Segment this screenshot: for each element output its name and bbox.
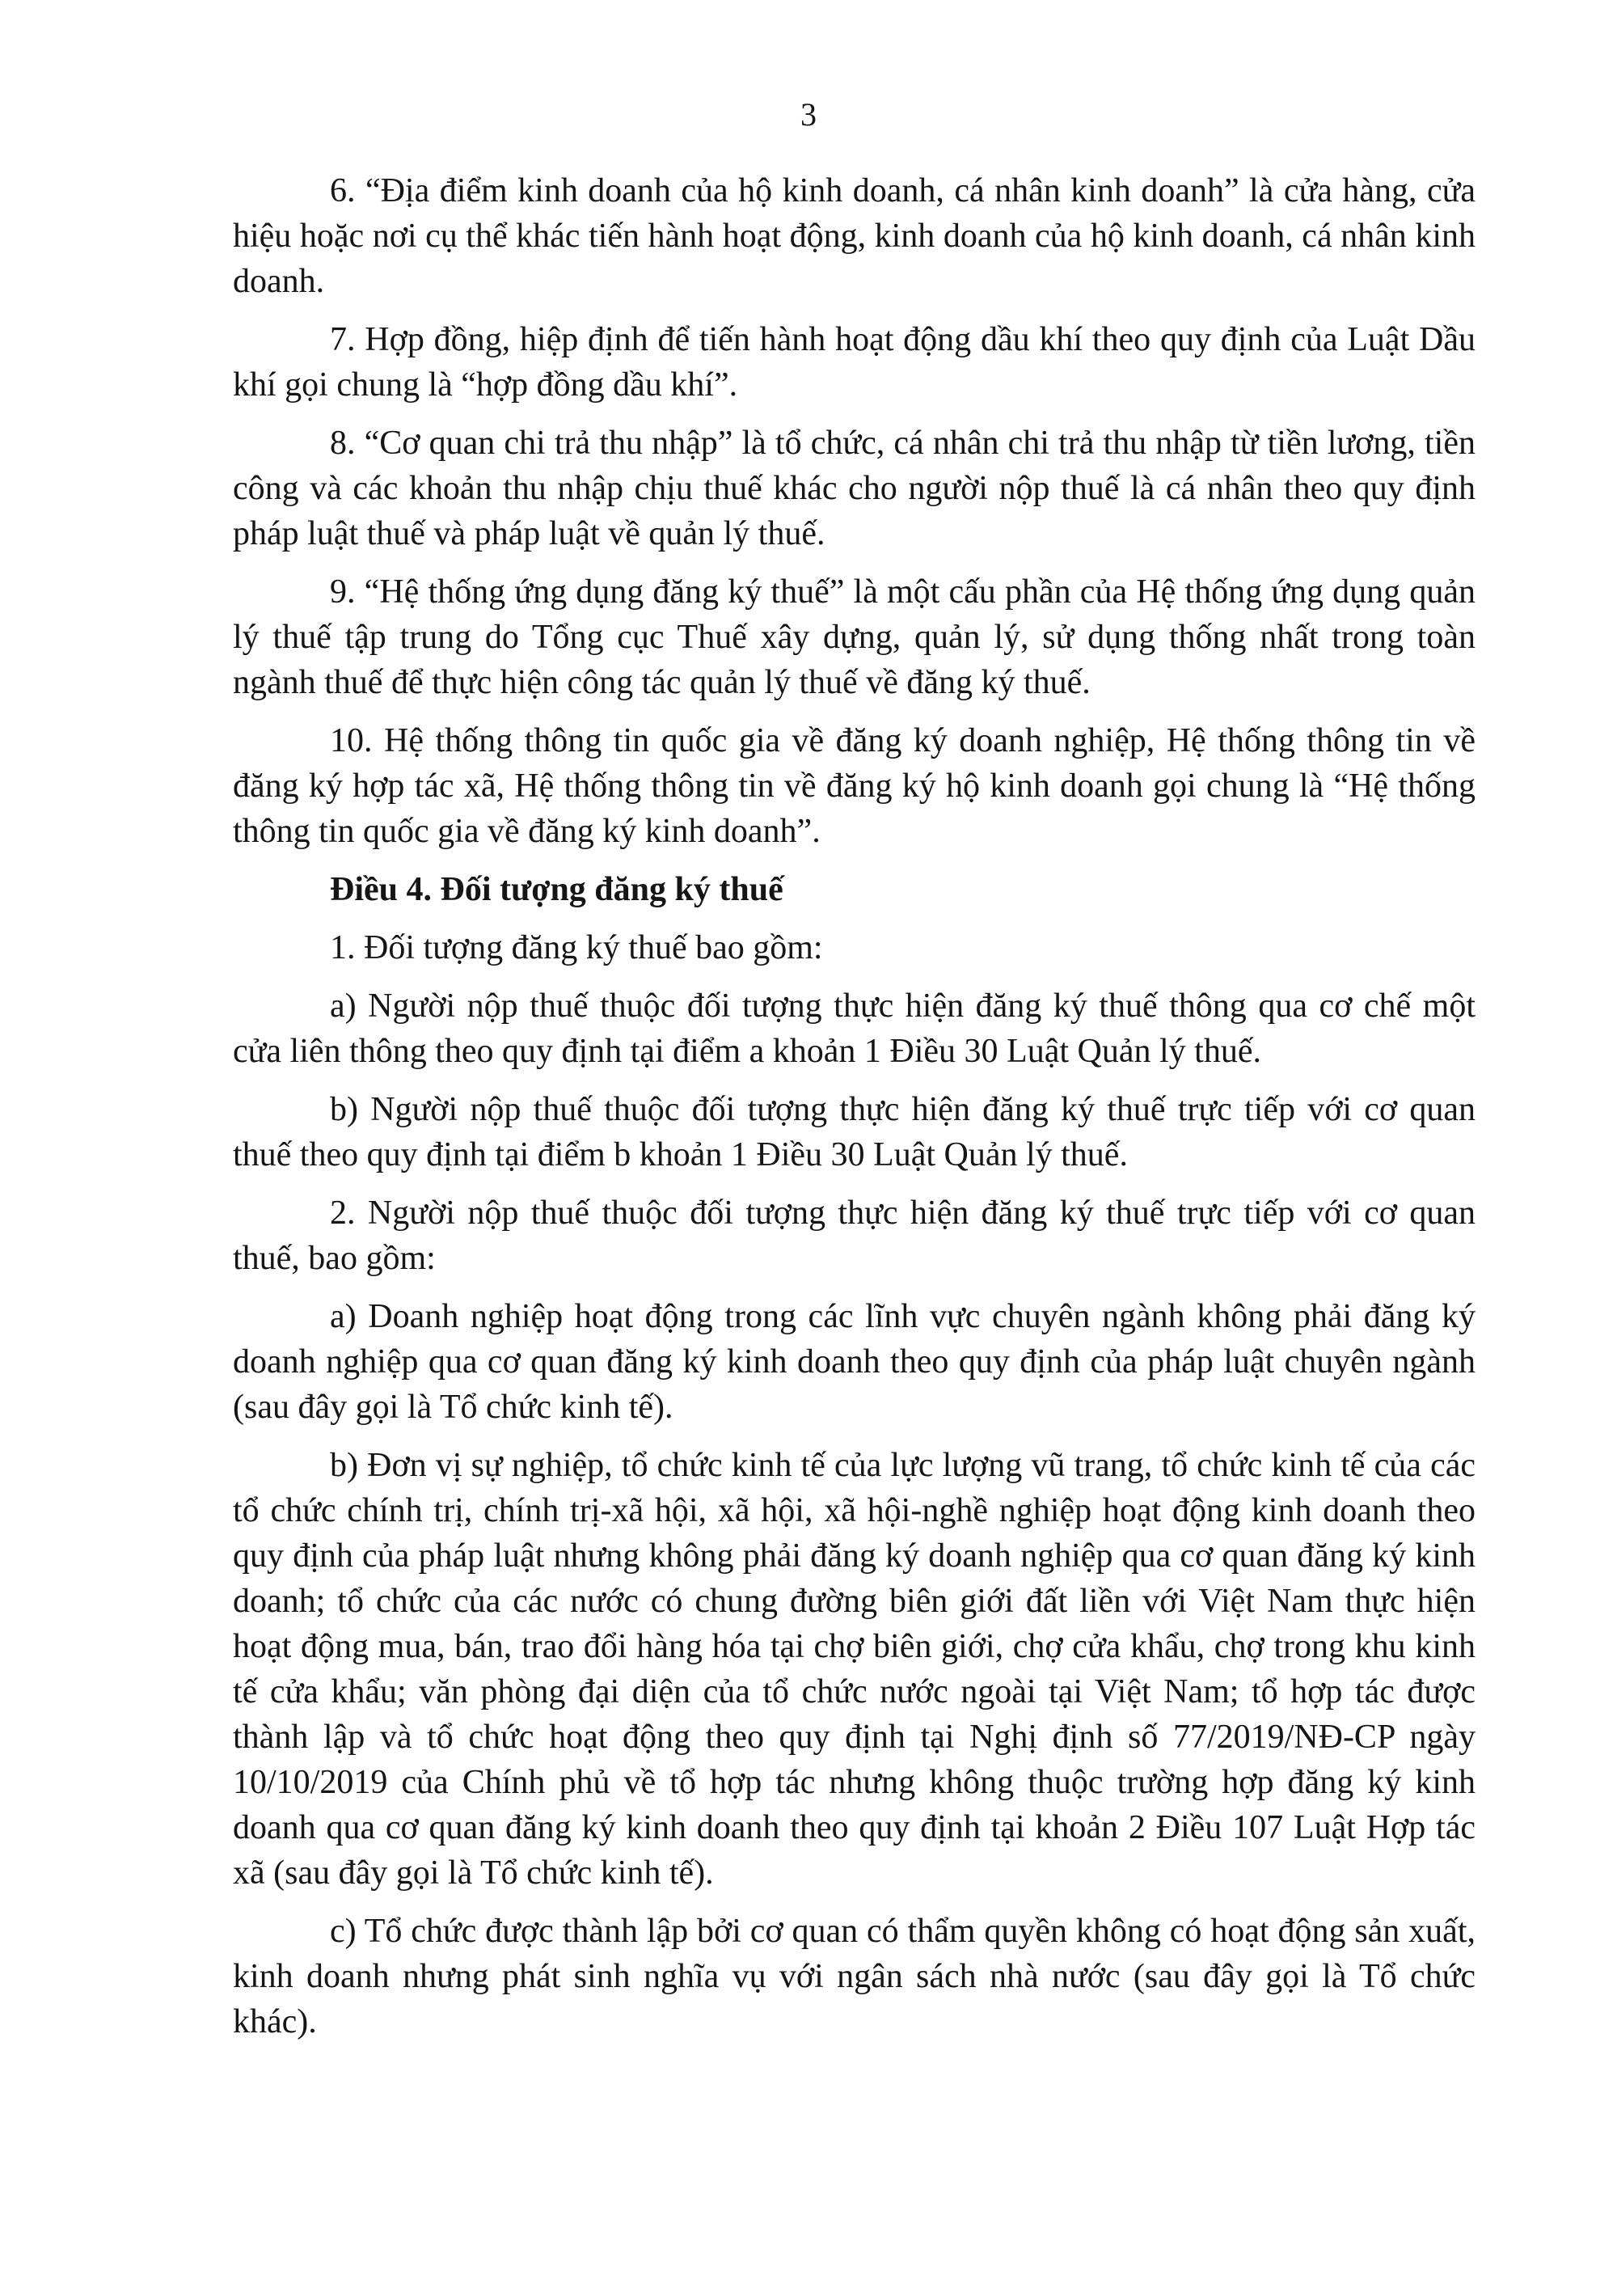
paragraph-definition-9: 9. “Hệ thống ứng dụng đăng ký thuế” là một cấu phần của Hệ thống ứng dụng quản lý thuế tập trung do Tổng cục Thuế xây dựng, quản lý, sử dụng thống nhất trong toàn ngành thuế để thực hiện công tác quản lý thuế về đăng ký thuế. bbox=[233, 573, 1476, 701]
clause-2-point-a: a) Doanh nghiệp hoạt động trong các lĩnh vực chuyên ngành không phải đăng ký doanh nghiệp qua cơ quan đăng ký kinh doanh theo quy định của pháp luật chuyên ngành (sau đây gọi là Tổ chức kinh tế). bbox=[233, 1298, 1476, 1426]
page-number: 3 bbox=[800, 96, 817, 133]
clause-1-point-a: a) Người nộp thuế thuộc đối tượng thực hiện đăng ký thuế thông qua cơ chế một cửa liên thông theo quy định tại điểm a khoản 1 Điều 30 Luật Quản lý thuế. bbox=[233, 987, 1476, 1070]
paragraph-definition-8: 8. “Cơ quan chi trả thu nhập” là tổ chức, cá nhân chi trả thu nhập từ tiền lương, tiền công và các khoản thu nhập chịu thuế khác cho người nộp thuế là cá nhân theo quy định pháp luật thuế và pháp luật về quản lý thuế. bbox=[233, 425, 1476, 552]
paragraph-definition-6: 6. “Địa điểm kinh doanh của hộ kinh doanh, cá nhân kinh doanh” là cửa hàng, cửa hiệu hoặc nơi cụ thể khác tiến hành hoạt động, kinh doanh của hộ kinh doanh, cá nhân kinh doanh. bbox=[233, 172, 1476, 300]
clause-1: 1. Đối tượng đăng ký thuế bao gồm: bbox=[330, 929, 823, 966]
clause-2: 2. Người nộp thuế thuộc đối tượng thực hiện đăng ký thuế trực tiếp với cơ quan thuế, bao gồm: bbox=[233, 1195, 1476, 1277]
paragraph-definition-10: 10. Hệ thống thông tin quốc gia về đăng ký doanh nghiệp, Hệ thống thông tin về đăng ký hợp tác xã, Hệ thống thông tin về đăng ký hộ kinh doanh gọi chung là “Hệ thống thông tin quốc gia về đăng ký kinh doanh”. bbox=[233, 722, 1476, 850]
clause-2-point-b: b) Đơn vị sự nghiệp, tổ chức kinh tế của lực lượng vũ trang, tổ chức kinh tế của các tổ chức chính trị, chính trị-xã hội, xã hội, xã hội-nghề nghiệp hoạt động kinh doanh theo quy định của pháp luật nhưng không phải đăng ký doanh nghiệp qua cơ quan đăng ký kinh doanh; tổ chức của các nước có chung đường biên giới đất liền với Việt Nam thực hiện hoạt động mua, bán, trao đổi hàng hóa tại chợ biên giới, chợ cửa khẩu, chợ trong khu kinh tế cửa khẩu; văn phòng đại diện của tổ chức nước ngoài tại Việt Nam; tổ hợp tác được thành lập và tổ chức hoạt động theo quy định tại Nghị định số 77/2019/NĐ-CP ngày 10/10/2019 của Chính phủ về tổ hợp tác nhưng không thuộc trường hợp đăng ký kinh doanh qua cơ quan đăng ký kinh doanh theo quy định tại khoản 2 Điều 107 Luật Hợp tác xã (sau đây gọi là Tổ chức kinh tế). bbox=[233, 1447, 1476, 1892]
clause-1-point-b: b) Người nộp thuế thuộc đối tượng thực hiện đăng ký thuế trực tiếp với cơ quan thuế theo quy định tại điểm b khoản 1 Điều 30 Luật Quản lý thuế. bbox=[233, 1091, 1476, 1173]
paragraph-definition-7: 7. Hợp đồng, hiệp định để tiến hành hoạt động dầu khí theo quy định của Luật Dầu khí gọi chung là “hợp đồng dầu khí”. bbox=[233, 321, 1476, 404]
clause-2-point-c: c) Tổ chức được thành lập bởi cơ quan có thẩm quyền không có hoạt động sản xuất, kinh doanh nhưng phát sinh nghĩa vụ với ngân sách nhà nước (sau đây gọi là Tổ chức khác). bbox=[233, 1913, 1476, 2040]
article-4-heading: Điều 4. Đối tượng đăng ký thuế bbox=[330, 871, 783, 908]
document-body bbox=[233, 168, 1476, 2057]
